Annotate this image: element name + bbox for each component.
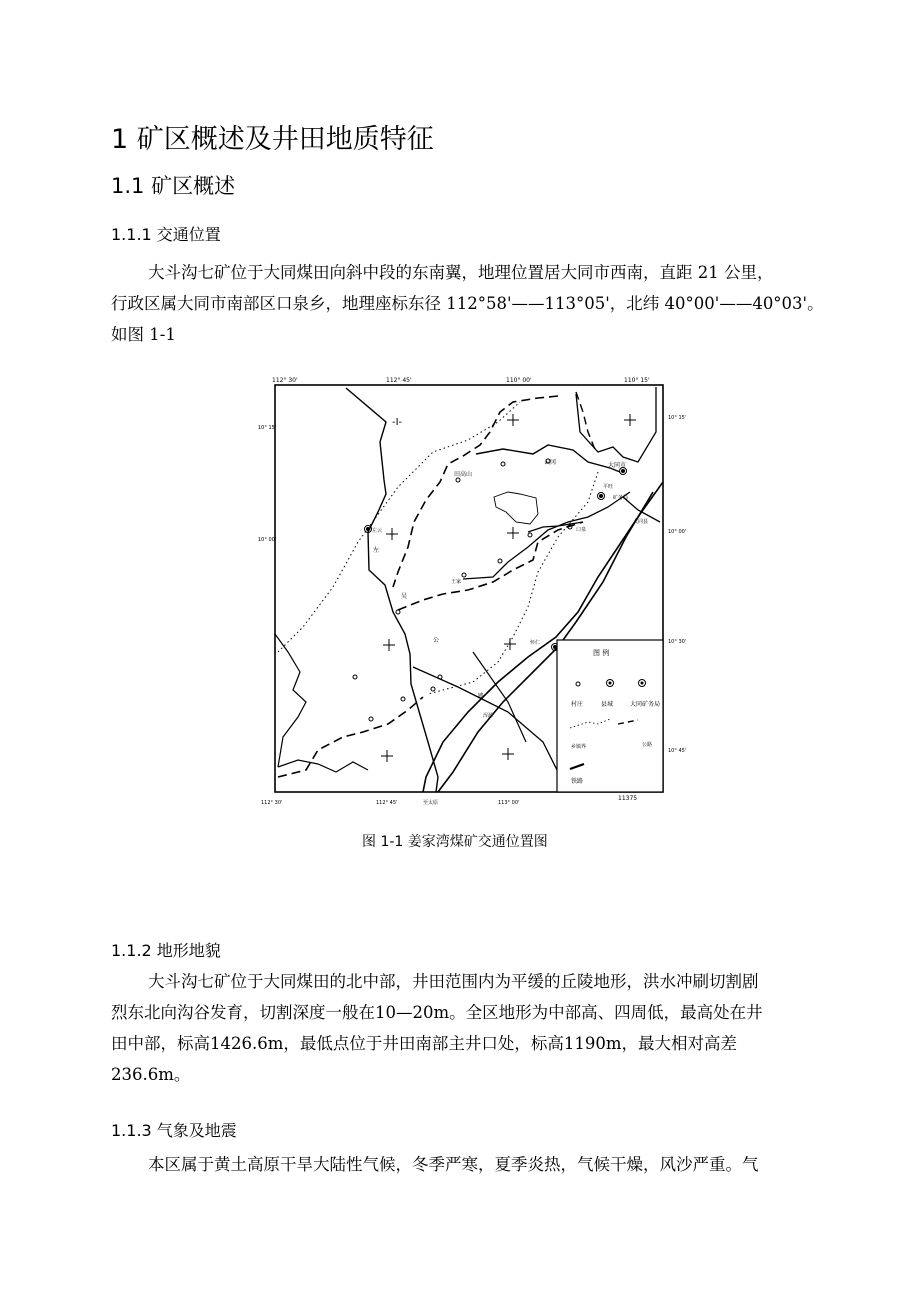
map-mark: -I-: [392, 417, 403, 428]
place-label: 平旺: [603, 484, 614, 490]
paragraph-line: 行政区属大同市南部区口泉乡，地理座标东径 112°58'——113°05'，北纬 40°00'——40°03'。: [111, 294, 824, 313]
place-label: 公: [433, 637, 440, 644]
tick-label: 112° 30': [261, 800, 283, 806]
paragraph-line: 烈东北向沟谷发育，切割深度一般在10—20m。全区地形为中部高、四周低，最高处在井: [111, 1003, 763, 1022]
highway-dotted: [278, 402, 520, 652]
subsection-title-terrain: 1.1.2 地形地貌: [111, 941, 221, 960]
place-label: 口泉: [576, 527, 587, 533]
location-map-figure: [258, 372, 688, 808]
boundary-line: [576, 387, 656, 462]
paragraph-line: 如图 1-1: [111, 325, 176, 344]
section-title: 1.1 矿区概述: [111, 174, 236, 198]
boundary-line: [275, 634, 306, 767]
boundary-line: [346, 388, 438, 792]
tick-label: 至太原: [423, 800, 439, 806]
tick-label: 10° 00': [668, 529, 687, 535]
mine-area-outline: [494, 492, 538, 524]
county-border-dashed: [278, 697, 423, 777]
paragraph-line: 236.6m。: [111, 1065, 191, 1084]
tick-label: 113° 00': [498, 800, 520, 806]
legend-item: 乡镇界: [571, 744, 587, 750]
terrain-paragraph: [111, 966, 833, 1090]
place-label: 吴: [401, 593, 408, 600]
place-label: 左: [373, 547, 380, 554]
legend-item: 村庄: [571, 701, 584, 708]
tick-label: 10° 30': [668, 639, 687, 645]
place-label: 怀仁: [530, 640, 541, 646]
paragraph-line: 田中部，标高1426.6m，最低点位于井田南部主井口处，标高1190m，最大相对高差: [111, 1034, 738, 1053]
subsection-title-traffic: 1.1.1 交通位置: [111, 225, 221, 244]
map-legend: [557, 640, 663, 792]
legend-item: 县城: [601, 701, 614, 708]
place-label: 矿务局: [613, 495, 629, 501]
paragraph-line: 本区属于黄土高原干旱大陆性气候，冬季严寒，夏季炎热，气候干燥，风沙严重。气: [148, 1155, 759, 1174]
place-label: 浑源: [483, 713, 494, 719]
place-label: 大同县: [633, 519, 649, 525]
place-label: 左云: [372, 528, 383, 534]
tick-label: 112° 45': [386, 377, 412, 384]
legend-item: 公路: [642, 742, 653, 748]
climate-paragraph: [111, 1149, 833, 1180]
place-label: 田高山: [454, 471, 473, 478]
tick-label: 112° 30': [272, 377, 298, 384]
subsection-title-climate: 1.1.3 气象及地震: [111, 1121, 237, 1140]
paragraph-line: 大斗沟七矿位于大同煤田的北中部，井田范围内为平缓的丘陵地形，洪水冲刷切割剧: [148, 972, 759, 991]
place-label: 大同市: [608, 462, 627, 469]
tick-label: 10° 15': [668, 415, 687, 421]
paragraph-line: 大斗沟七矿位于大同煤田向斜中段的东南翼，地理位置居大同市西南，直距 21 公里，: [148, 263, 774, 282]
legend-item: 铁路: [571, 778, 584, 785]
legend-title: 图 例: [593, 649, 610, 657]
figure-caption: 图 1-1 姜家湾煤矿交通位置图: [362, 834, 548, 850]
road-line: [413, 667, 558, 772]
chapter-title: 1 矿区概述及井田地质特征: [111, 124, 434, 155]
county-border-dashed: [398, 522, 583, 610]
tick-label: 10° 45': [668, 748, 687, 754]
place-label: 路: [478, 693, 485, 700]
tick-label: 10° 00': [258, 537, 277, 543]
tick-label: 11375: [618, 795, 638, 802]
boundary-line: [278, 760, 368, 772]
traffic-paragraph: [111, 257, 833, 350]
tick-label: 110° 00': [506, 377, 532, 384]
tick-label: 10° 15': [258, 425, 277, 431]
tick-label: 112° 45': [376, 800, 398, 806]
tick-label: 110° 15': [624, 377, 650, 384]
place-label: 云冈: [544, 459, 557, 466]
place-label: 王家: [451, 579, 462, 585]
legend-item: 大同矿务局: [630, 701, 661, 708]
